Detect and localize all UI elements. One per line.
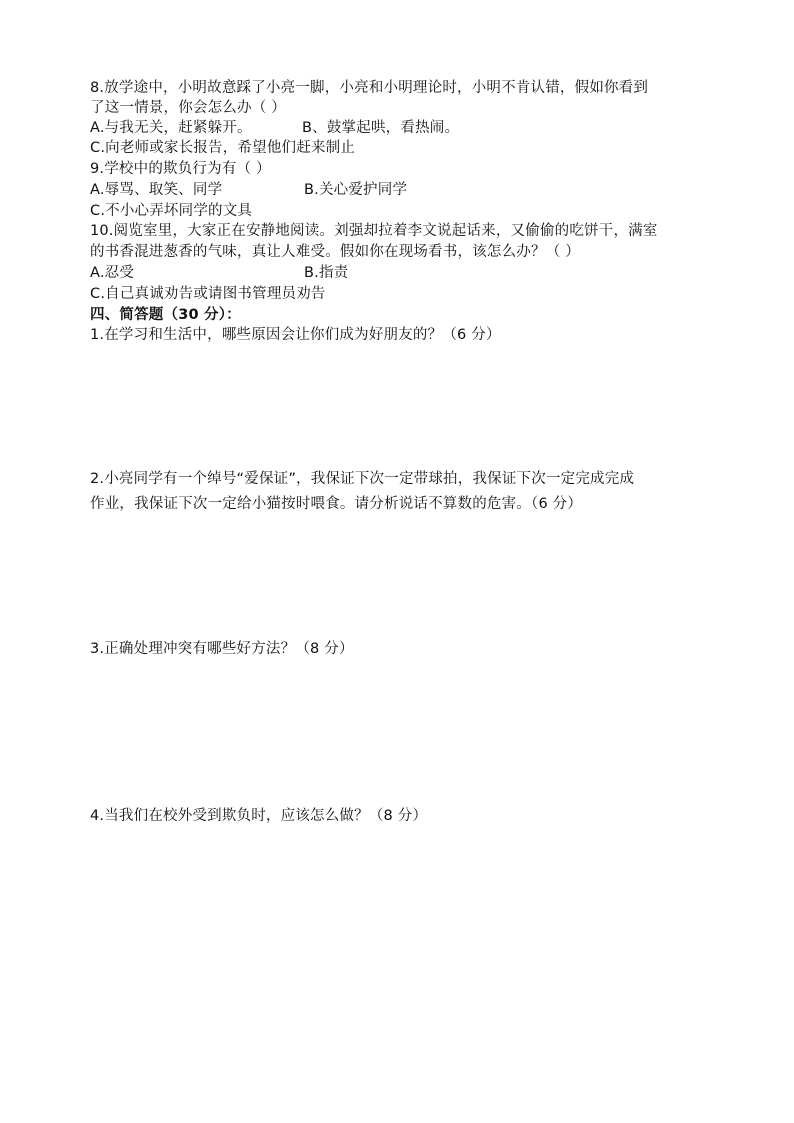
section4-q1: 1.在学习和生活中，哪些原因会让你们成为好朋友的？（6 分） [90, 327, 501, 343]
section4-heading: 四、简答题（30 分）： [90, 307, 241, 323]
q10-option-c: C.自己真诚劝告或请图书管理员劝告 [90, 286, 326, 302]
section4-q4: 4.当我们在校外受到欺负时，应该怎么做？（8 分） [90, 808, 428, 824]
q9-option-c: C.不小心弄坏同学的文具 [90, 203, 253, 219]
q10-stem-line2: 的书香混进葱香的气味，真让人难受。假如你在现场看书，该怎么办？（ ） [90, 244, 580, 260]
q8-option-c: C.向老师或家长报告，希望他们赶来制止 [90, 140, 356, 156]
q10-option-a: A.忍受 [90, 265, 135, 281]
q8-option-b: B、鼓掌起哄，看热闹。 [302, 120, 460, 136]
q9-stem: 9.学校中的欺负行为有（ ） [90, 161, 271, 177]
q8-stem-line1: 8.放学途中，小明故意踩了小亮一脚，小亮和小明理论时，小明不肯认错，假如你看到 [90, 80, 649, 96]
section4-q3: 3.正确处理冲突有哪些好方法？（8 分） [90, 641, 354, 657]
q8-stem-line2: 了这一情景，你会怎么办（ ） [90, 100, 286, 116]
section4-q2-line1: 2.小亮同学有一个绰号“爱保证”，我保证下次一定带球拍，我保证下次一定完成完成 [90, 471, 635, 487]
q9-option-b: B.关心爱护同学 [304, 182, 408, 198]
section4-q2-line2: 作业，我保证下次一定给小猫按时喂食。请分析说话不算数的危害。（6 分） [90, 496, 583, 512]
q9-option-a: A.辱骂、取笑、同学 [90, 182, 223, 198]
q10-stem-line1: 10.阅览室里，大家正在安静地阅读。刘强却拉着李文说起话来，又偷偷的吃饼干，满室 [90, 223, 658, 239]
q10-option-b: B.指责 [304, 265, 349, 281]
q8-option-a: A.与我无关，赶紧躲开。 [90, 120, 252, 136]
